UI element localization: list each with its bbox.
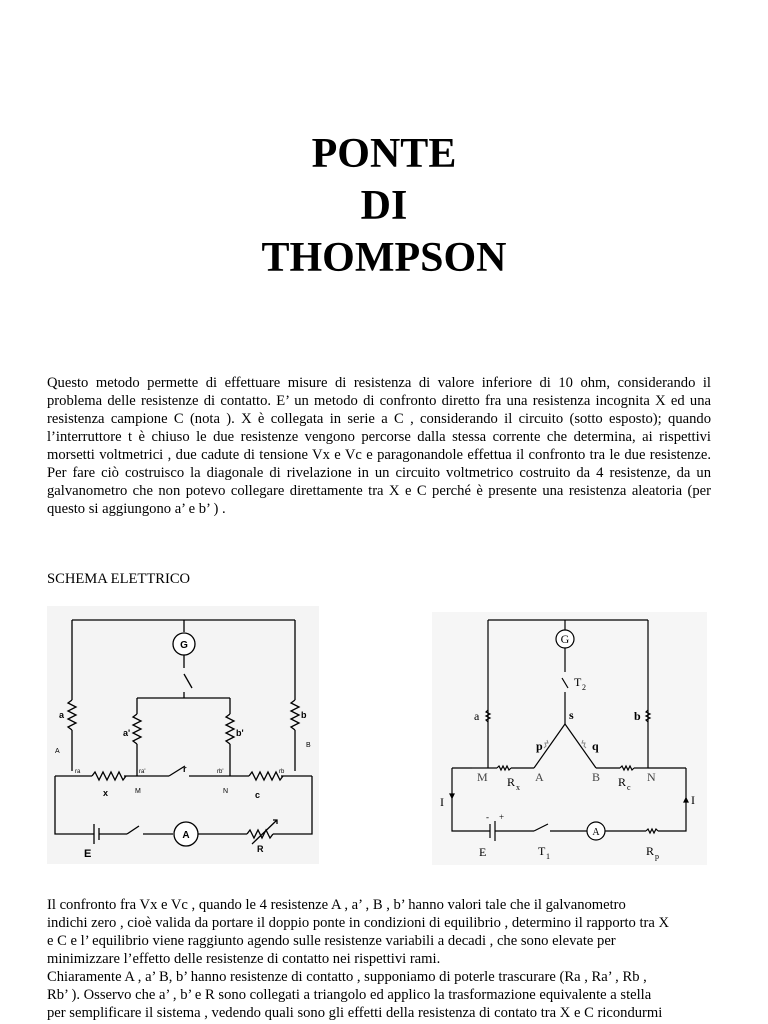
ammeter-label: A [182,830,190,841]
label-E-2: E [479,845,487,859]
label-rb: rb [279,769,285,775]
galvanometer-label-2: G [560,632,570,646]
label-p: p [536,739,543,753]
label-x: x [103,788,109,798]
label-ra-prime: ra' [139,769,146,775]
label-rb-prime: rb' [217,769,224,775]
section-title: SCHEMA ELETTRICO [47,571,191,587]
label-T2-sub: 2 [582,683,586,692]
document-title [0,128,768,284]
title-line-3: THOMPSON [261,235,507,281]
label-minus: - [486,812,489,822]
label-M-2: M [477,770,488,784]
label-A-terminal: A [55,748,60,755]
label-B-2: B [592,770,601,784]
label-Rx: R [507,775,516,789]
body-line: Il confronto fra Vx e Vc , quando le 4 resistenze A , a’ , B , b’ hanno valori tale che il galvanometro [47,897,626,913]
label-B-terminal: B [306,742,311,749]
label-c: c [255,790,261,800]
label-b-prime: b' [236,728,244,738]
label-ra: ra [75,769,81,775]
label-E: E [84,848,92,860]
label-N: N [223,788,229,795]
label-q: q [592,739,599,753]
galvanometer-label: G [180,640,188,651]
label-Rc-sub: c [627,783,631,792]
body-line: per semplificare il sistema , vedendo quali sono gli effetti della resistenza di contato tra X e C ricondurmi [47,1005,663,1021]
title-line-2: DI [360,183,408,229]
label-Rp-sub: p [655,852,659,861]
label-Rx-sub: x [516,783,520,792]
circuit-diagram-1 [47,606,319,864]
intro-paragraph: Questo metodo permette di effettuare misure di resistenza di valore inferiore di 10 ohm, considerando il problema delle resistenze di contatto. E’ un metodo di confronto diretto fra una resistenza incognita X ed una resistenza campione C (nota ). X è collegata in serie a C , considerando il circuito (sotto esposto); quando l’interruttore t è chiuso le due resistenze vengono percorse dalla stessa corrente che determina, ai rispettivi morsetti voltmetrici , due cadute di tensione Vx e Vc e paragonandole effettua il confronto tra le due resistenze. Per fare ciò costruisco la diagonale di rivelazione in un circuito voltmetrico costruito da 4 resistenze, da un galvanometro che non potevo collegare direttamente tra X e C perché è presente una resistenza aleatoria (per questo si aggiungono a’ e b’ ) . [47,375,711,517]
label-b-2: b [634,709,641,723]
body-paragraph [47,896,711,1022]
body-line: Chiaramente A , a’ B, b’ hanno resistenze di contatto , supponiamo di poterle trascurare (Ra , Ra’ , Rb , [47,969,647,985]
label-a: a [59,710,65,720]
label-Rc: R [618,775,627,789]
label-a-2: a [474,709,480,723]
label-R: R [257,844,264,854]
label-a-prime: a' [123,728,131,738]
label-b: b [301,710,307,720]
body-line: indichi zero , cioè valida da portare il doppio ponte in condizioni di equilibrio , determino il rapporto tra X [47,915,670,931]
label-s: s [569,708,574,722]
label-T1-sub: 1 [546,852,550,861]
body-line: e C e l’ equilibrio viene raggiunto agendo sulle resistenze variabili a decadi , che sono elevate per [47,933,616,949]
label-Rp: R [646,844,655,858]
label-N-2: N [647,770,656,784]
label-A-2: A [535,770,544,784]
body-line: Rb’ ). Osservo che a’ , b’ e R sono collegati a triangolo ed applico la trasformazione equivalente a stella [47,987,652,1003]
body-line: minimizzare l’effetto delle resistenze di contatto nei rispettivi rami. [47,951,441,967]
label-I-right: I [691,793,695,807]
label-M: M [135,788,141,795]
title-line-1: PONTE [311,131,457,177]
label-r: r [183,764,187,774]
ammeter-label-2: A [592,827,600,838]
label-T2: T [574,675,582,689]
label-T1: T [538,844,546,858]
circuit-diagram-2 [432,612,707,865]
label-I-left: I [440,795,444,809]
label-plus: + [499,812,505,822]
